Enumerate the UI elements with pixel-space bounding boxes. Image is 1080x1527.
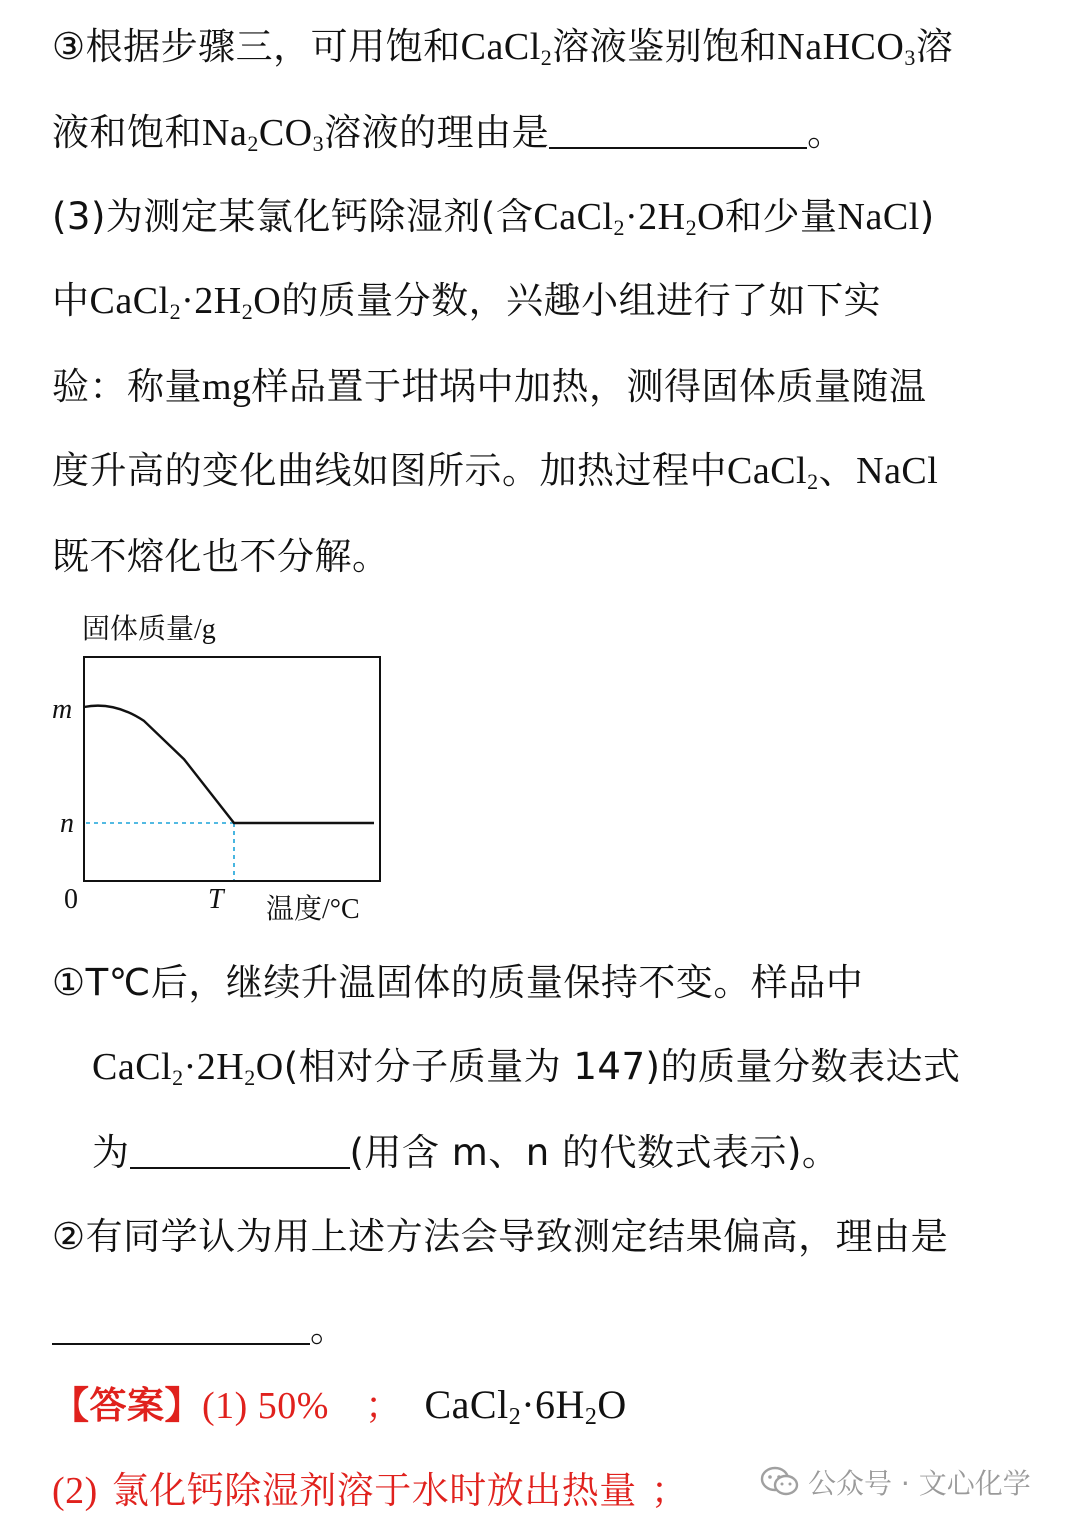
text: ①T℃后，继续升温固体的质量保持不变。样品中 [52, 961, 864, 1004]
answer-part-1: (1) 50% [202, 1385, 329, 1427]
text: 和少量 [725, 195, 838, 238]
answer-part-2-number: (2) [52, 1470, 98, 1512]
question-2-line-1 [52, 1212, 948, 1262]
text-line-3: (3)为测定某氯化钙除湿剂(含$CaCl_2\cdot 2H_2O$和少量NaCl) [52, 195, 935, 240]
text: 度升高的变化曲线如图所示。加热过程中 [52, 449, 727, 492]
answer-blank [130, 1133, 350, 1169]
x-axis-label: 温度/°C [266, 894, 360, 925]
text: 既不熔化也不分解。 [52, 535, 390, 578]
answer-part-2-text: 氯化钙除湿剂溶于水时放出热量 [111, 1469, 637, 1512]
question-1-line-1 [52, 958, 863, 1008]
formula-nacl: NaCl [837, 196, 920, 238]
text: (相对分子质量为 147)的质量分数表达式 [283, 1045, 961, 1088]
wechat-icon [760, 1466, 800, 1498]
watermark [760, 1462, 1031, 1502]
formula-cacl2-6h2o: $CaCl_2\cdot 6H_2O$ [424, 1382, 627, 1430]
answer-blank [549, 113, 807, 149]
text-line-7 [52, 532, 390, 582]
formula-cacl2-2h2o: $CaCl_2\cdot 2H_2O$ [92, 1046, 284, 1090]
text-line-2: 液和饱和$Na_2CO_3$溶液的理由是 。 [52, 111, 845, 156]
text: (用含 m、n 的代数式表示)。 [349, 1131, 840, 1174]
text-line-5 [52, 362, 927, 412]
text: ②有同学认为用上述方法会导致测定结果偏高，理由是 [52, 1215, 949, 1258]
y-tick-n: n [60, 808, 74, 839]
text: 溶液的理由是 [324, 111, 550, 154]
question-2-line-2: 。 [52, 1304, 348, 1354]
text-line-6: 度升高的变化曲线如图所示。加热过程中CaCl$_2$、NaCl [52, 449, 939, 494]
origin-label: 0 [64, 884, 78, 915]
text: 样品置于坩埚中加热，测得固体质量随温 [251, 365, 927, 408]
y-tick-m: m [52, 694, 73, 725]
y-axis-label: 固体质量/g [82, 614, 216, 645]
mass-symbol: mg [202, 366, 252, 408]
watermark-text: 公众号 · 文心化学 [808, 1467, 1031, 1500]
formula-na2co3: $Na_2CO_3$ [202, 112, 325, 156]
formula-cacl2-2h2o: $CaCl_2\cdot 2H_2O$ [533, 196, 726, 240]
mass-curve [84, 706, 374, 823]
question-1-line-3 [92, 1128, 839, 1178]
formula-cacl2: CaCl$_2$ [727, 450, 819, 494]
formula-nacl: NaCl [856, 450, 939, 492]
text: 验：称量 [52, 365, 202, 408]
answer-tag: 【答案】 [52, 1384, 202, 1427]
text-line-4 [52, 276, 881, 326]
text: 的质量分数，兴趣小组进行了如下实 [281, 279, 882, 322]
text: 液和饱和 [52, 111, 202, 154]
text: ③根据步骤三，可用饱和 [52, 25, 461, 68]
formula-cacl2-2h2o: $CaCl_2\cdot 2H_2O$ [89, 280, 282, 324]
formula-cacl2: CaCl$_2$ [460, 26, 553, 70]
text: (3)为测定某氯化钙除湿剂(含 [52, 195, 534, 238]
formula-nahco3: NaHCO$_3$ [777, 26, 916, 70]
text: 中 [52, 279, 90, 322]
answer-line-1: 【答案】(1) 50% ； $CaCl_2\cdot 6H_2O$ [52, 1382, 627, 1430]
text: 溶 [915, 25, 954, 68]
text-line-1 [52, 22, 953, 72]
answer-line-2: (2) 氯化钙除湿剂溶于水时放出热量 ； [52, 1469, 689, 1512]
question-1-line-2 [92, 1042, 960, 1092]
mass-temperature-chart [40, 600, 400, 930]
answer-blank [52, 1309, 310, 1345]
x-tick-T: T [208, 884, 224, 915]
text: 为 [92, 1131, 130, 1174]
text: 溶液鉴别饱和 [552, 25, 778, 68]
plot-frame [84, 657, 380, 881]
